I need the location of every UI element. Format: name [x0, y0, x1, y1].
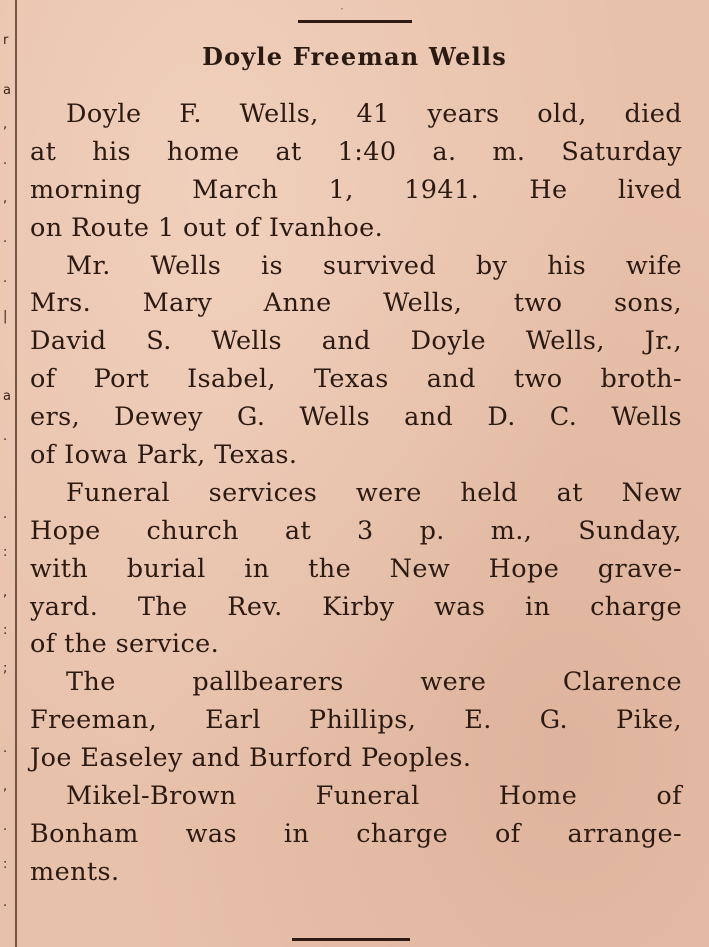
text-line: Mrs. Mary Anne Wells, two sons,: [30, 288, 682, 319]
paragraph: [30, 96, 682, 248]
paragraph: [30, 248, 682, 475]
text-line: on Route 1 out of Ivanhoe.: [30, 212, 384, 243]
text-line: Mikel-Brown Funeral Home of: [66, 781, 682, 812]
obituary-headline: Doyle Freeman Wells: [202, 42, 507, 71]
text-line: Funeral services were held at New: [66, 477, 682, 508]
column-rule: [15, 0, 17, 947]
text-line: morning March 1, 1941. He lived: [30, 174, 682, 205]
text-line: David S. Wells and Doyle Wells, Jr.,: [30, 326, 682, 357]
text-line: Freeman, Earl Phillips, E. G. Pike,: [30, 705, 682, 736]
paragraph: [30, 664, 682, 778]
text-line: of the service.: [30, 629, 220, 660]
text-line: with burial in the New Hope grave-: [30, 553, 682, 584]
text-line: The pallbearers were Clarence: [66, 667, 682, 698]
text-line: Joe Easeley and Burford Peoples.: [30, 743, 472, 774]
text-line: yard. The Rev. Kirby was in charge: [30, 591, 682, 622]
print-speck: ·: [340, 2, 344, 16]
text-line: Bonham was in charge of arrange-: [30, 818, 682, 849]
top-divider-rule: [298, 20, 412, 23]
text-line: Doyle F. Wells, 41 years old, died: [66, 99, 682, 129]
text-line: of Iowa Park, Texas.: [30, 440, 298, 471]
text-line: Hope church at 3 p. m., Sunday,: [30, 515, 682, 546]
adjacent-column-edge: r a , . , . . | a . . : , : ; . , . : .: [3, 33, 11, 910]
obituary-body: [30, 96, 682, 892]
text-line: ments.: [30, 856, 120, 887]
text-line: of Port Isabel, Texas and two broth-: [30, 364, 682, 395]
bottom-divider-rule: [292, 938, 410, 941]
paragraph: [30, 778, 682, 892]
text-line: Mr. Wells is survived by his wife: [66, 250, 682, 281]
text-line: at his home at 1:40 a. m. Saturday: [30, 136, 682, 167]
paragraph: [30, 475, 682, 664]
text-line: ers, Dewey G. Wells and D. C. Wells: [30, 402, 682, 433]
